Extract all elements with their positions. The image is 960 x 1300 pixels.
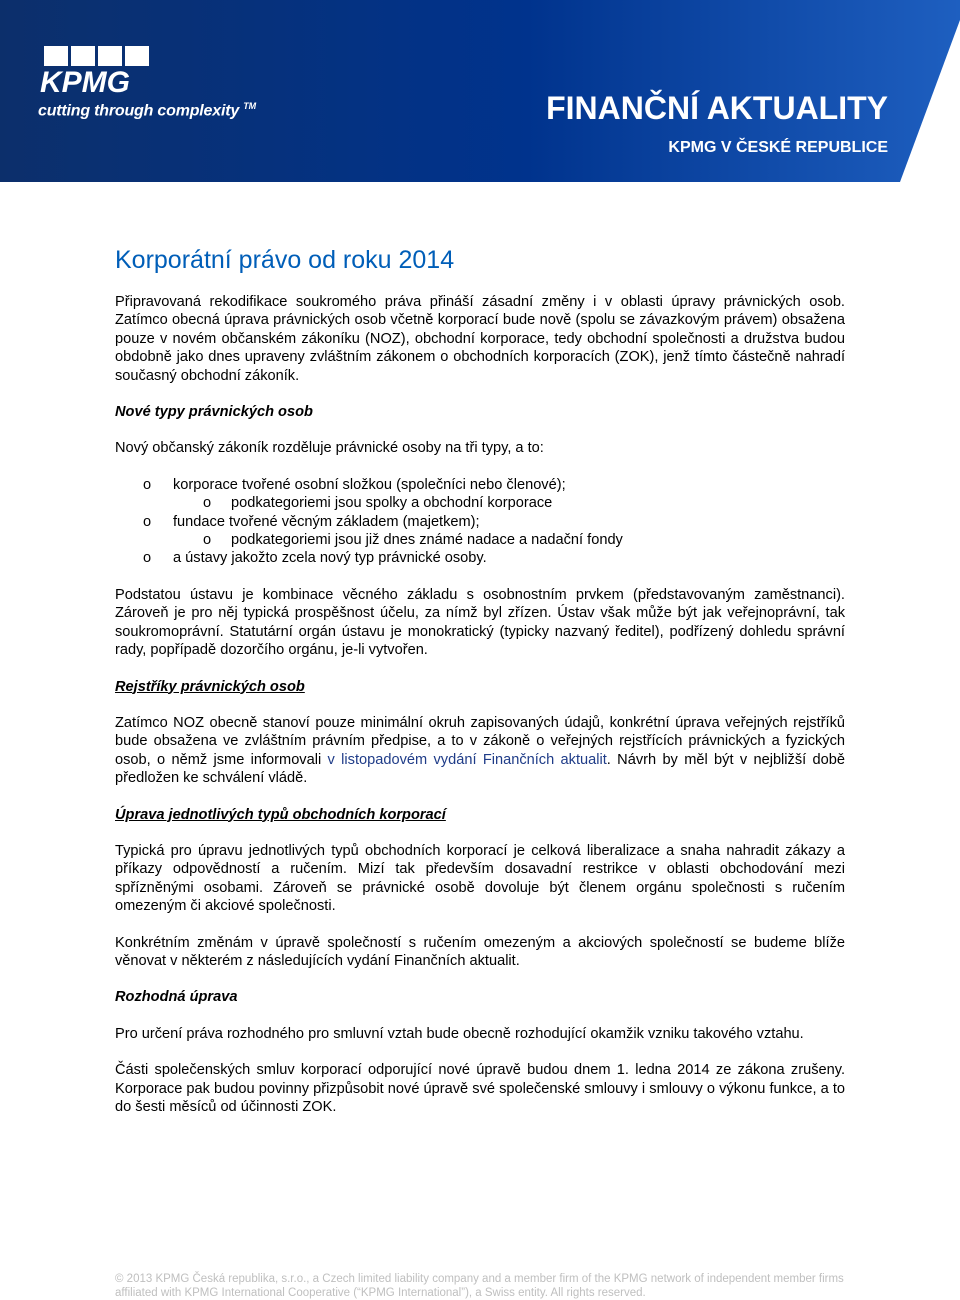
- sub-list-item-text: podkategoriemi jsou již dnes známé nadace a nadační fondy: [231, 532, 623, 549]
- governing-law-paragraph-1: Pro určení práva rozhodného pro smluvní vztah bude obecně rozhodující okamžik vzniku takového vztahu.: [115, 1025, 804, 1042]
- section-heading-governing-law: Rozhodná úprava: [115, 989, 238, 1006]
- list-item-text: korporace tvořené osobní složkou (společníci nebo členové);: [173, 476, 566, 493]
- list-item: [115, 549, 845, 567]
- sub-list: [173, 531, 845, 549]
- publication-title: FINANČNÍ AKTUALITY: [546, 90, 888, 126]
- list-item: [115, 476, 845, 513]
- governing-law-paragraph-2: Části společenských smluv korporací odporující nové úpravě budou dnem 1. ledna 2014 ze zákona zrušeny. Korporace pak budou povinny přizpůsobit nové úpravě své společenské smlouvy i smlouvy o výkonu funkce, a to do šesti měsíců od účinnosti ZOK.: [115, 1062, 845, 1115]
- tagline: [38, 101, 256, 120]
- registers-paragraph: [115, 714, 845, 788]
- kpmg-logo-wordmark: KPMG: [40, 66, 130, 96]
- list-item-text: a ústavy jakožto zcela nový typ právnické osoby.: [173, 550, 487, 567]
- bullet-icon: o: [143, 550, 152, 567]
- intro-paragraph: Připravovaná rekodifikace soukromého práva přináší zásadní změny i v oblasti úpravy právnických osob. Zatímco obecná úprava právnických osob včetně korporací bude nově (spolu se závazkovým právem) obsažena pouze v novém občanském zákoníku (NOZ), obchodní korporace, tedy obchodní společnosti a družstva budou obdobně jako dnes upraveny zvláštním zákonem o obchodních korporacích (ZOK), jenž tímto částečně nahradí současný obchodní zákoník.: [115, 294, 845, 384]
- list-item-text: fundace tvořené věcným základem (majetkem);: [173, 513, 480, 530]
- corporations-paragraph-1: Typická pro úpravu jednotlivých typů obchodních korporací je celková liberalizace a snaha nahradit zákazy a příkazy odpovědností a ručením. Mizí tak především dosavadní restrikce v oblasti obchodování mezi spřízněnými osobami. Zároveň se právnické osobě dovoluje být členem orgánu společnosti s ručením omezeným či akciové společnosti.: [115, 842, 845, 915]
- ustav-paragraph: Podstatou ústavu je kombinace věcného základu s osobnostním prvkem (představovaným zaměstnanci). Zároveň je pro něj typická prospěšnost účelu, za nímž byl zřízen. Ústav však může být jak veřejnoprávní, tak soukromoprávní. Statutární orgán ústavu je monokratický (typicky nazvaný ředitel), podřízený dohledu správní rady, popřípadě dozorčího orgánu, je-li vytvořen.: [115, 586, 845, 659]
- section-heading-types: Nové typy právnických osob: [115, 404, 313, 421]
- types-list: [115, 476, 845, 568]
- tagline-trademark: TM: [243, 101, 256, 111]
- kpmg-logo: [38, 46, 168, 96]
- article-body: [115, 246, 845, 1134]
- types-lead: Nový občanský zákoník rozděluje právnické osoby na tři typy, a to:: [115, 440, 544, 457]
- list-item: [115, 513, 845, 550]
- sub-list-item: [173, 494, 845, 512]
- section-heading-corporations: Úprava jednotlivých typů obchodních korporací: [115, 806, 446, 823]
- publication-subtitle: KPMG V ČESKÉ REPUBLICE: [668, 139, 888, 156]
- sub-list: [173, 494, 845, 512]
- section-heading-registers: Rejstříky právnických osob: [115, 678, 305, 695]
- sub-list-item-text: podkategoriemi jsou spolky a obchodní korporace: [231, 495, 553, 512]
- article-title: Korporátní právo od roku 2014: [115, 246, 455, 274]
- bullet-icon: o: [143, 476, 152, 493]
- registers-text-after: . Návrh by měl být v nejbližší době předložen ke schválení vládě.: [115, 751, 845, 787]
- bullet-icon: o: [143, 513, 152, 530]
- bullet-icon: o: [203, 532, 212, 549]
- bullet-icon: o: [203, 495, 212, 512]
- tagline-text: cutting through complexity: [38, 102, 240, 120]
- copyright-footer: © 2013 KPMG Česká republika, s.r.o., a Czech limited liability company and a member firm of the KPMG network of independent member firms affiliated with KPMG International Cooperative (“KPMG International”), a Swiss entity. All rights reserved.: [115, 1273, 844, 1299]
- page-header: [0, 0, 960, 182]
- sub-list-item: [173, 531, 845, 549]
- corporations-paragraph-2: Konkrétním změnám v úpravě společností s ručením omezeným a akciových společností se budeme blíže věnovat v některém z následujících vydání Finančních aktualit.: [115, 934, 845, 969]
- november-issue-link[interactable]: v listopadovém vydání Finančních aktualit: [327, 751, 607, 768]
- registers-text-before: Zatímco NOZ obecně stanoví pouze minimální okruh zapisovaných údajů, konkrétní úprava veřejných rejstříků bude obsažena ve zvláštním právním předpise, a to v zákoně o veřejných rejstřících právnických a fyzických osob, o němž jsme informovali: [115, 714, 845, 768]
